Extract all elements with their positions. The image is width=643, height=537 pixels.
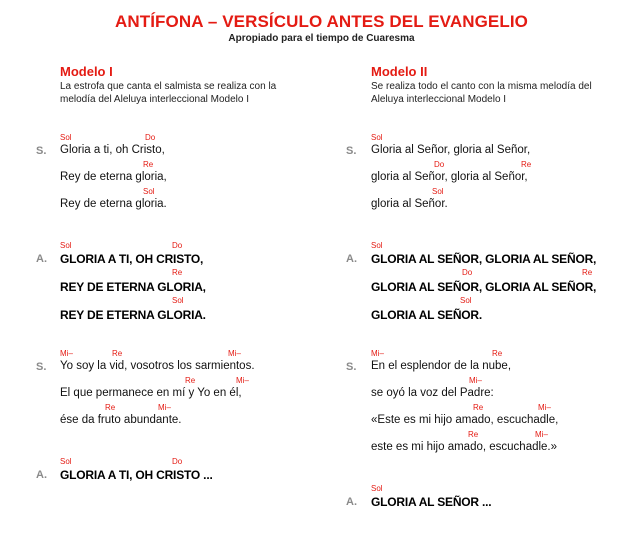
chord: Mi– [158,403,171,412]
chord: Sol [460,296,472,305]
chord: Do [172,241,183,250]
chord: Re [143,160,154,169]
soloist-marker: S. [346,361,357,373]
verse-line: GLORIA AL SEÑOR, GLORIA AL SEÑOR, [371,280,597,294]
soloist-marker: S. [346,145,357,157]
verse-line: «Este es mi hijo amado, escuchadle, [371,414,559,426]
chord: Do [434,160,445,169]
assembly-marker: A. [36,253,47,265]
chord: Sol [143,187,155,196]
verse-line: Gloria a ti, oh Cristo, [60,144,165,156]
assembly-marker: A. [36,469,47,481]
verse-line: este es mi hijo amado, escuchadle.» [371,441,558,453]
verse-line: se oyó la voz del Padre: [371,387,494,399]
chord: Re [492,349,503,358]
chord: Do [172,457,183,466]
chord: Re [112,349,123,358]
right-description: Se realiza todo el canto con la misma melodía del Aleluya interleccional Modelo I [371,81,592,105]
verse-line: GLORIA AL SEÑOR. [371,308,483,322]
chord: Sol [371,484,383,493]
chord: Re [473,403,484,412]
soloist-marker: S. [36,361,47,373]
verse-line: GLORIA AL SEÑOR, GLORIA AL SEÑOR, [371,252,597,266]
chord: Re [185,376,196,385]
chord: Mi– [236,376,249,385]
right-heading: Modelo II [371,64,428,79]
left-heading: Modelo I [60,64,113,79]
chord: Re [582,268,593,277]
verse-line: Yo soy la vid, vosotros los sarmientos. [60,360,255,372]
soloist-marker: S. [36,145,47,157]
assembly-marker: A. [346,253,357,265]
verse-line: GLORIA A TI, OH CRISTO, [60,252,204,266]
chord: Re [105,403,116,412]
chord: Sol [60,457,72,466]
chord: Mi– [538,403,551,412]
chord: Do [462,268,473,277]
verse-line: REY DE ETERNA GLORIA, [60,280,206,294]
chord: Mi– [469,376,482,385]
chord: Sol [60,241,72,250]
verse-line: ése da fruto abundante. [60,414,182,426]
chord: Mi– [371,349,384,358]
left-description: La estrofa que canta el salmista se realiza con la melodía del Aleluya interleccional Modelo I [60,81,277,105]
chord: Mi– [60,349,73,358]
chord: Sol [432,187,444,196]
assembly-marker: A. [346,496,357,508]
chord: Mi– [535,430,548,439]
verse-line: En el esplendor de la nube, [371,360,512,372]
chord: Do [145,133,156,142]
verse-line: Gloria al Señor, gloria al Señor, [371,144,531,156]
verse-line: Rey de eterna gloria, [60,171,167,183]
chord: Sol [371,241,383,250]
verse-line: gloria al Señor, gloria al Señor, [371,171,528,183]
chord: Mi– [228,349,241,358]
verse-line: Rey de eterna gloria. [60,198,167,210]
verse-line: El que permanece en mí y Yo en él, [60,387,242,399]
chord: Re [172,268,183,277]
chord: Re [468,430,479,439]
chord: Sol [172,296,184,305]
chord: Sol [60,133,72,142]
verse-line: gloria al Señor. [371,198,448,210]
verse-line: GLORIA AL SEÑOR ... [371,495,492,509]
chord: Re [521,160,532,169]
page-subtitle: Apropiado para el tiempo de Cuaresma [228,33,415,44]
page-title: ANTÍFONA – VERSÍCULO ANTES DEL EVANGELIO [115,12,528,31]
verse-line: GLORIA A TI, OH CRISTO ... [60,468,213,482]
chord: Sol [371,133,383,142]
verse-line: REY DE ETERNA GLORIA. [60,308,206,322]
